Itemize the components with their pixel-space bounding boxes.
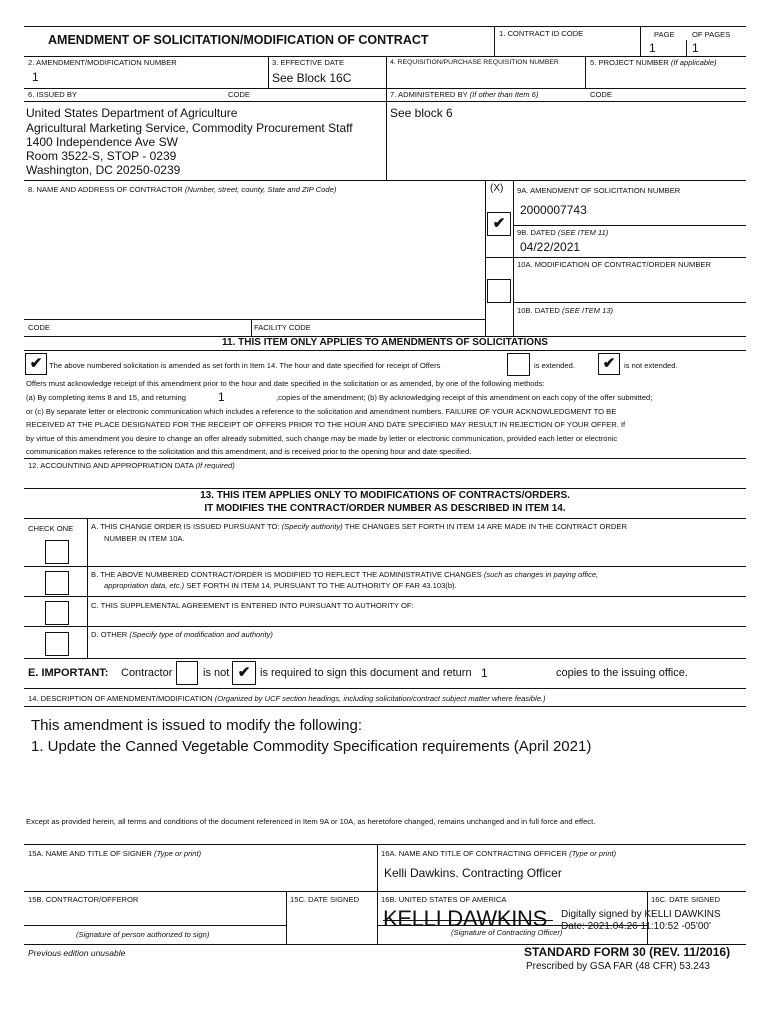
- amendment-number-label: 2. AMENDMENT/MODIFICATION NUMBER: [28, 58, 177, 67]
- x-column-label: (X): [490, 183, 504, 194]
- signature-person-label: (Signature of person authorized to sign): [76, 930, 210, 939]
- contractor-offeror-label: 15B. CONTRACTOR/OFFEROR: [28, 895, 139, 904]
- issued-by-code-label: CODE: [228, 90, 250, 99]
- item-13-header-2: IT MODIFIES THE CONTRACT/ORDER NUMBER AS DESCRIBED IN ITEM 14.: [204, 503, 566, 514]
- facility-code-label: FACILITY CODE: [254, 323, 311, 332]
- item-11-line-1: The above numbered solicitation is amended as set forth in Item 14. The hour and date specified for receipt of Offers: [49, 361, 441, 370]
- officer-name-label: 16A. NAME AND TITLE OF CONTRACTING OFFICER (Type or print): [381, 849, 617, 858]
- item-13a-text: A. THIS CHANGE ORDER IS ISSUED PURSUANT TO: (Specify authority) THE CHANGES SET FORTH IN ITEM 14 ARE MADE IN THE CONTRACT ORDER: [91, 522, 627, 531]
- important-label: E. IMPORTANT:: [28, 667, 109, 679]
- except-text: Except as provided herein, all terms and conditions of the document referenced in Item 9A or 10A, as heretofore changed, remains unchanged and in full force and effect.: [26, 817, 596, 826]
- modification-number-label: 10A. MODIFICATION OF CONTRACT/ORDER NUMBER: [517, 260, 711, 269]
- administered-value: See block 6: [390, 106, 453, 120]
- item-13b-line-2: appropriation data, etc.) SET FORTH IN ITEM 14, PURSUANT TO THE AUTHORITY OF FAR 43.103(b).: [104, 581, 457, 590]
- item-11-header: 11. THIS ITEM ONLY APPLIES TO AMENDMENTS OF SOLICITATIONS: [222, 337, 548, 348]
- item-14-label: 14. DESCRIPTION OF AMENDMENT/MODIFICATION (Organized by UCF section headings, including solicitation/contract subject matter where feasible.): [28, 694, 546, 703]
- usa-label: 16B. UNITED STATES OF AMERICA: [381, 895, 507, 904]
- checkbox-is-extended[interactable]: [507, 353, 530, 376]
- is-not-text: is not: [203, 667, 230, 679]
- administered-code-label: CODE: [590, 90, 612, 99]
- dated-10b-label: 10B. DATED (SEE ITEM 13): [517, 306, 614, 315]
- signature-strike: [383, 920, 553, 921]
- item-13b-text: B. THE ABOVE NUMBERED CONTRACT/ORDER IS MODIFIED TO REFLECT THE ADMINISTRATIVE CHANGES (such as changes in paying office,: [91, 570, 599, 579]
- item-11-line-2: Offers must acknowledge receipt of this amendment prior to the hour and date specified in the solicitation or as amended, by one of the following methods:: [26, 379, 545, 388]
- date-signed-16c-label: 16C. DATE SIGNED: [651, 895, 721, 904]
- signer-name-label: 15A. NAME AND TITLE OF SIGNER (Type or print): [28, 849, 202, 858]
- contract-id-label: 1. CONTRACT ID CODE: [499, 29, 584, 38]
- amendment-solicitation-value: 2000007743: [520, 203, 587, 217]
- checkbox-solicitation-amended[interactable]: ✔: [25, 353, 47, 375]
- is-required-text: is required to sign this document and return: [260, 667, 472, 679]
- prescribed-label: Prescribed by GSA FAR (48 CFR) 53.243: [526, 961, 710, 972]
- contractor-address-label: 8. NAME AND ADDRESS OF CONTRACTOR (Number, street, county, State and ZIP Code): [28, 185, 337, 194]
- date-signed-15c-label: 15C. DATE SIGNED: [290, 895, 360, 904]
- checkbox-13d[interactable]: [45, 632, 69, 656]
- is-extended-text: is extended.: [534, 361, 575, 370]
- page-value: 1: [649, 41, 656, 55]
- dated-9b-value: 04/22/2021: [520, 240, 581, 254]
- issuer-line-4: Room 3522-S, STOP - 0239: [26, 149, 177, 163]
- form-title: AMENDMENT OF SOLICITATION/MODIFICATION OF CONTRACT: [48, 33, 429, 47]
- digital-signature-line-1: Digitally signed by KELLI DAWKINS: [561, 909, 721, 920]
- item-13a-line-2: NUMBER IN ITEM 10A.: [104, 534, 185, 543]
- dated-9b-label: 9B. DATED (SEE ITEM 11): [517, 228, 609, 237]
- project-number-label: 5. PROJECT NUMBER (If applicable): [590, 58, 717, 67]
- effective-date-value: See Block 16C: [272, 71, 352, 85]
- is-not-extended-text: is not extended.: [624, 361, 678, 370]
- checkbox-contractor-is-not[interactable]: ✔: [232, 661, 256, 685]
- contractor-word: Contractor: [121, 667, 173, 679]
- issuer-line-1: United States Department of Agriculture: [26, 106, 238, 120]
- item-11-copies: 1: [218, 390, 225, 404]
- signature-name: KELLI DAWKINS: [383, 906, 548, 931]
- page-label: PAGE: [654, 30, 675, 39]
- checkbox-13a[interactable]: [45, 540, 69, 564]
- item-11-line-3a: (a) By completing items 8 and 15, and returning: [26, 393, 186, 402]
- checkbox-13b[interactable]: [45, 571, 69, 595]
- item-11-line-3b: ,copies of the amendment; (b) By acknowledging receipt of this amendment on each copy of the offer submitted;: [276, 393, 653, 402]
- item-11-line-7: communication makes reference to the solicitation and this amendment, and is received prior to the opening hour and date specified.: [26, 447, 472, 456]
- item-11-line-4: or (c) By separate letter or electronic communication which includes a reference to the solicitation and amendment numbers. FAILURE OF YOUR ACKNOWLEDGMENT TO BE: [26, 407, 617, 416]
- check-one-label: CHECK ONE: [28, 524, 74, 533]
- of-pages-value: 1: [692, 41, 699, 55]
- previous-edition-note: Previous edition unusable: [28, 948, 126, 958]
- description-line-1: This amendment is issued to modify the following:: [31, 717, 362, 734]
- amendment-number-value: 1: [32, 70, 39, 84]
- description-line-2: 1. Update the Canned Vegetable Commodity Specification requirements (April 2021): [31, 738, 592, 755]
- contractor-code-label: CODE: [28, 323, 50, 332]
- issuer-line-3: 1400 Independence Ave SW: [26, 135, 178, 149]
- checkbox-13c[interactable]: [45, 601, 69, 625]
- signature-officer-label: (Signature of Contracting Officer): [451, 928, 563, 937]
- issued-by-label: 6. ISSUED BY: [28, 90, 77, 99]
- effective-date-label: 3. EFFECTIVE DATE: [272, 58, 345, 67]
- item-13-header-1: 13. THIS ITEM APPLIES ONLY TO MODIFICATIONS OF CONTRACTS/ORDERS.: [200, 490, 570, 501]
- item-13d-text: D. OTHER (Specify type of modification and authority): [91, 630, 273, 639]
- item-11-line-5: RECEIVED AT THE PLACE DESIGNATED FOR THE RECEIPT OF OFFERS PRIOR TO THE HOUR AND DATE SPECIFIED MAY RESULT IN REJECTION OF YOUR OFFER. If: [26, 420, 626, 429]
- return-copies-value: 1: [481, 666, 488, 680]
- digital-signature-line-2: Date: 2021.04.26 11:10:52 -05'00': [561, 921, 711, 932]
- item-13c-text: C. THIS SUPPLEMENTAL AGREEMENT IS ENTERED INTO PURSUANT TO AUTHORITY OF:: [91, 601, 414, 610]
- checkbox-is-not-extended[interactable]: ✔: [598, 353, 620, 375]
- item-12-label: 12. ACCOUNTING AND APPROPRIATION DATA (If required): [28, 461, 235, 470]
- of-pages-label: OF PAGES: [692, 30, 731, 39]
- checkbox-10a[interactable]: [487, 279, 511, 303]
- requisition-label: 4. REQUISITION/PURCHASE REQUISITION NUMBER: [390, 59, 559, 66]
- amendment-solicitation-label: 9A. AMENDMENT OF SOLICITATION NUMBER: [517, 186, 681, 195]
- item-11-line-6: by virtue of this amendment you desire to change an offer already submitted, such change may be made by letter or electronic communication, provided each letter or electronic: [26, 434, 618, 443]
- issuer-line-5: Washington, DC 20250-0239: [26, 163, 181, 177]
- issuer-line-2: Agricultural Marketing Service, Commodity Procurement Staff: [26, 121, 353, 135]
- officer-name-value: Kelli Dawkins. Contracting Officer: [384, 866, 562, 880]
- copies-issuing-text: copies to the issuing office.: [556, 667, 688, 679]
- standard-form-label: STANDARD FORM 30 (REV. 11/2016): [524, 945, 731, 959]
- administered-by-label: 7. ADMINISTERED BY (If other than Item 6): [390, 90, 539, 99]
- checkbox-9a-checked[interactable]: ✔: [487, 212, 511, 236]
- checkbox-contractor-is[interactable]: [176, 661, 198, 685]
